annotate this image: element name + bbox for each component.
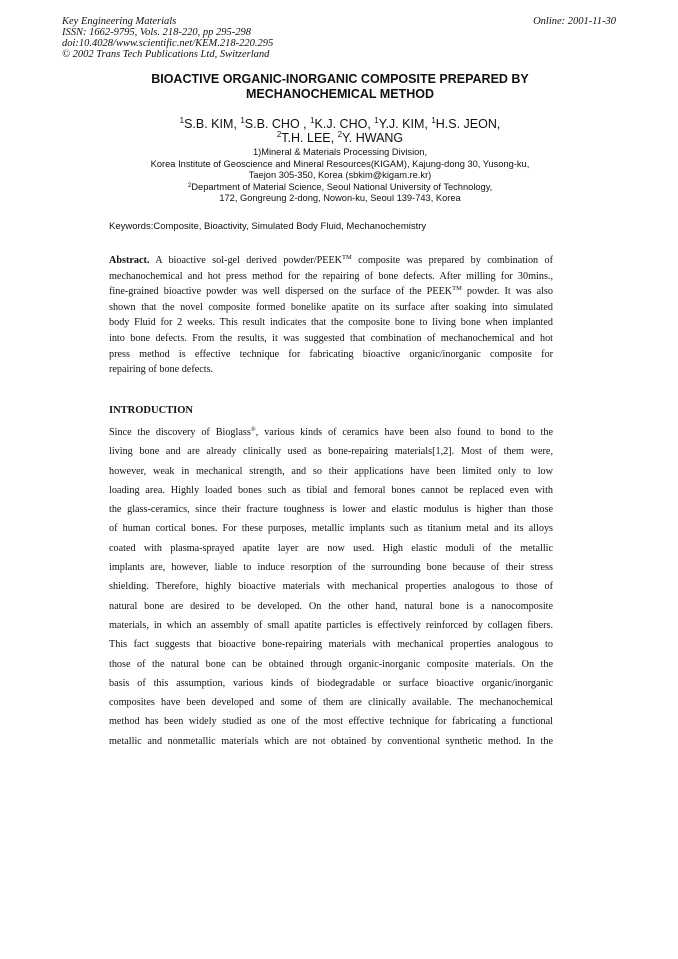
- intro-text: Since the discovery of Bioglass: [109, 427, 251, 438]
- author-sup: 2: [337, 130, 343, 139]
- abstract-line: repairing of bone defects.: [109, 364, 214, 376]
- intro-line: composites have been developed and some of them are clinically available. The mechanochemical: [109, 697, 553, 709]
- abstract-text: powder. It was also: [461, 286, 553, 298]
- affiliation-line: 1)Mineral & Materials Processing Division,: [252, 147, 428, 157]
- affiliation-line: 172, Gongreung 2-dong, Nowon-ku, Seoul 139-743, Korea: [219, 193, 461, 203]
- intro-line: materials, in which an assembly of small apatite particles is effectively reinforced by collagen fibers.: [109, 619, 553, 631]
- doi-line: doi:10.4028/www.scientific.net/KEM.218-220.295: [62, 38, 274, 49]
- intro-line: basis of this assumption, various kinds of biodegradable or surface bioactive organic/inorganic: [109, 677, 553, 689]
- abstract: [109, 253, 553, 378]
- keywords: Keywords:Composite, Bioactivity, Simulated Body Fluid, Mechanochemistry: [109, 221, 427, 232]
- affiliation-line: Taejon 305-350, Korea (sbkim@kigam.re.kr): [248, 170, 432, 180]
- author-name: K.J. CHO,: [314, 117, 375, 131]
- registered-sup: ®: [250, 426, 256, 433]
- intro-line: This fact suggests that bioactive bone-repairing materials with mechanical properties analogous to: [109, 639, 553, 651]
- intro-line: however, weak in mechanical strength, and so their applications have been limited only to low: [109, 465, 553, 477]
- intro-line: method has been widely studied as one of the most effective technique for fabricating a functional: [109, 716, 553, 728]
- author-sup: 1: [310, 116, 315, 125]
- author-sup: 1: [374, 116, 379, 125]
- author-name: S.B. KIM,: [184, 117, 241, 131]
- affiliation-line: [60, 182, 620, 194]
- intro-line: living bone and are already clinically used as bone-repairing materials[1,2]. Most of them were,: [109, 446, 553, 458]
- author-name: Y.J. KIM,: [378, 117, 432, 131]
- author-name: S.B. CHO ,: [244, 117, 311, 131]
- issn-line: ISSN: 1662-9795, Vols. 218-220, pp 295-298: [62, 27, 251, 38]
- online-date: Online: 2001-11-30: [533, 16, 616, 27]
- abstract-label: Abstract.: [109, 255, 150, 266]
- intro-line: those of the natural bone can be obtained through organic-inorganic composite materials. On the: [109, 658, 553, 670]
- intro-line: loading area. Highly loaded bones such as tibial and femoral bones cannot be replaced even with: [109, 484, 553, 496]
- intro-line: metallic and nonmetallic materials which are not obtained by conventional synthetic method. In the: [109, 735, 553, 747]
- abstract-text: A bioactive sol-gel derived powder/PEEK: [149, 255, 343, 266]
- affiliation-text: Department of Material Science, Seoul National University of Technology,: [191, 181, 493, 192]
- author-sup: 1: [240, 116, 245, 125]
- affiliation-line: Korea Institute of Geoscience and Mineral Resources(KIGAM), Kajung-dong 30, Yusong-ku,: [150, 158, 530, 169]
- copyright-line: © 2002 Trans Tech Publications Ltd, Switzerland: [62, 49, 270, 60]
- intro-line: the glass-ceramics, since their fracture toughness is lower and elastic modulus is higher than those: [109, 504, 553, 516]
- abstract-line: [109, 253, 553, 269]
- abstract-line: [109, 284, 553, 300]
- author-name: Y. HWANG: [342, 131, 404, 145]
- author-sup: 1: [179, 116, 185, 125]
- abstract-line: press method is effective technique for fabricating bioactive organic/inorganic composite for: [109, 348, 553, 360]
- abstract-text: composite was prepared by combination of: [351, 255, 553, 266]
- abstract-line: into bone defects. From the results, it was suggested that combination of mechanochemical and hot: [109, 332, 553, 344]
- intro-line: shielding. Therefore, highly bioactive materials with mechanical properties analogous to those of: [109, 581, 553, 593]
- intro-line: implants are, however, liable to induce resorption of the surrounding bone because of their stress: [109, 562, 553, 574]
- intro-text: , various kinds of ceramics have been also found to bond to the: [255, 427, 553, 438]
- intro-line: coated with plasma-sprayed apatite layer are now used. High elastic moduli of the metallic: [109, 542, 553, 554]
- paper-title: [60, 72, 620, 102]
- intro-line: of human cortical bones. For these purposes, metallic implants such as titanium metal and its alloys: [109, 523, 553, 535]
- introduction-body: [109, 423, 553, 751]
- introduction-heading: INTRODUCTION: [109, 405, 194, 416]
- trademark-sup: TM: [452, 285, 462, 293]
- title-line-1: BIOACTIVE ORGANIC-INORGANIC COMPOSITE PREPARED BY: [151, 72, 529, 86]
- abstract-line: shown that the novel composite formed bonelike apatite on its surface after soaking into simulated: [109, 301, 553, 313]
- author-line-2: [60, 131, 620, 145]
- intro-line: natural bone are desired to be developed. On the other hand, natural bone is a nanocomposite: [109, 600, 553, 612]
- abstract-line: mechanochemical and hot press method for the repairing of bone defects. After milling for 30mins.,: [109, 270, 553, 282]
- title-line-2: MECHANOCHEMICAL METHOD: [246, 87, 434, 101]
- author-sup: 1: [431, 116, 436, 125]
- abstract-line: body Fluid for 2 weeks. This result indicates that the composite bone to living bone when implanted: [109, 317, 553, 329]
- author-sup: 2: [276, 130, 282, 139]
- journal-header: [62, 16, 273, 60]
- intro-line: [109, 423, 553, 442]
- affiliation-sup: 2: [187, 181, 192, 189]
- author-name: H.S. JEON,: [435, 117, 501, 131]
- affiliations: [60, 147, 620, 205]
- author-name: T.H. LEE,: [281, 131, 338, 145]
- author-list: [60, 117, 620, 145]
- abstract-text: fine-grained bioactive powder was well dispersed on the surface of the PEEK: [109, 286, 453, 298]
- trademark-sup: TM: [342, 254, 352, 261]
- author-line-1: [60, 117, 620, 131]
- journal-name: Key Engineering Materials: [62, 16, 177, 27]
